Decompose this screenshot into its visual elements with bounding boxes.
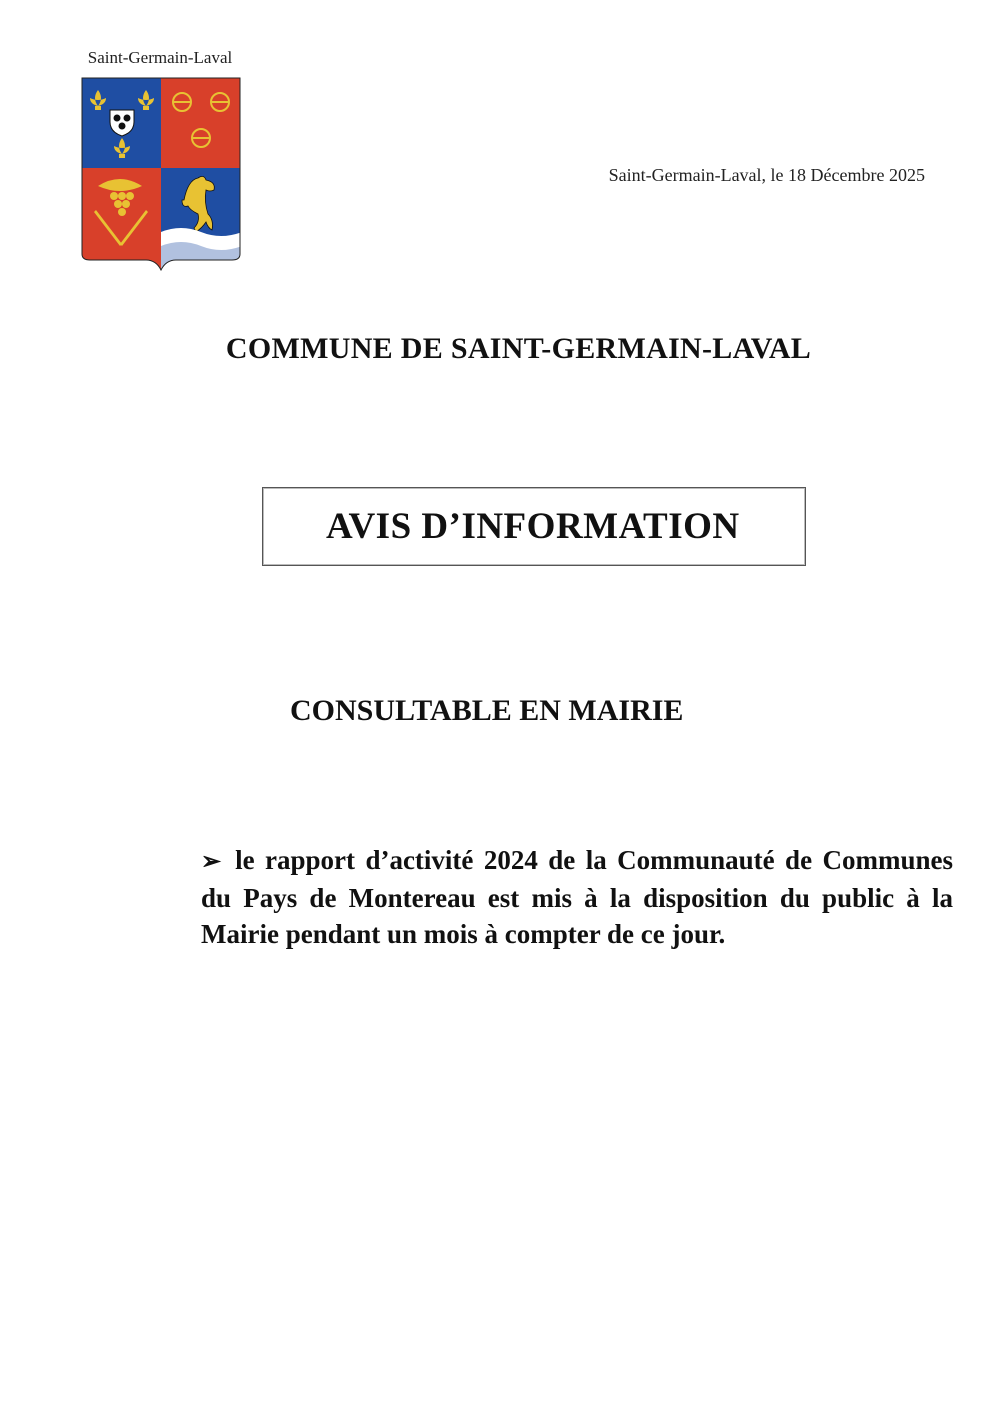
notice-title: AVIS D’INFORMATION xyxy=(326,506,740,547)
arrow-bullet-icon: ➢ xyxy=(201,849,222,875)
coat-of-arms-icon xyxy=(80,76,242,272)
consultation-subtitle: CONSULTABLE EN MAIRIE xyxy=(290,694,684,727)
commune-title: COMMUNE DE SAINT-GERMAIN-LAVAL xyxy=(225,332,812,365)
date-line: Saint-Germain-Laval, le 18 Décembre 2025 xyxy=(608,165,925,185)
notice-paragraph xyxy=(201,842,953,952)
notice-text: le rapport d’activité 2024 de la Communauté de Communes du Pays de Montereau est mis à la disposition du public à la Mairie pendant un mois à compter de ce jour. xyxy=(201,845,953,949)
logo-label: Saint-Germain-Laval xyxy=(87,48,233,67)
